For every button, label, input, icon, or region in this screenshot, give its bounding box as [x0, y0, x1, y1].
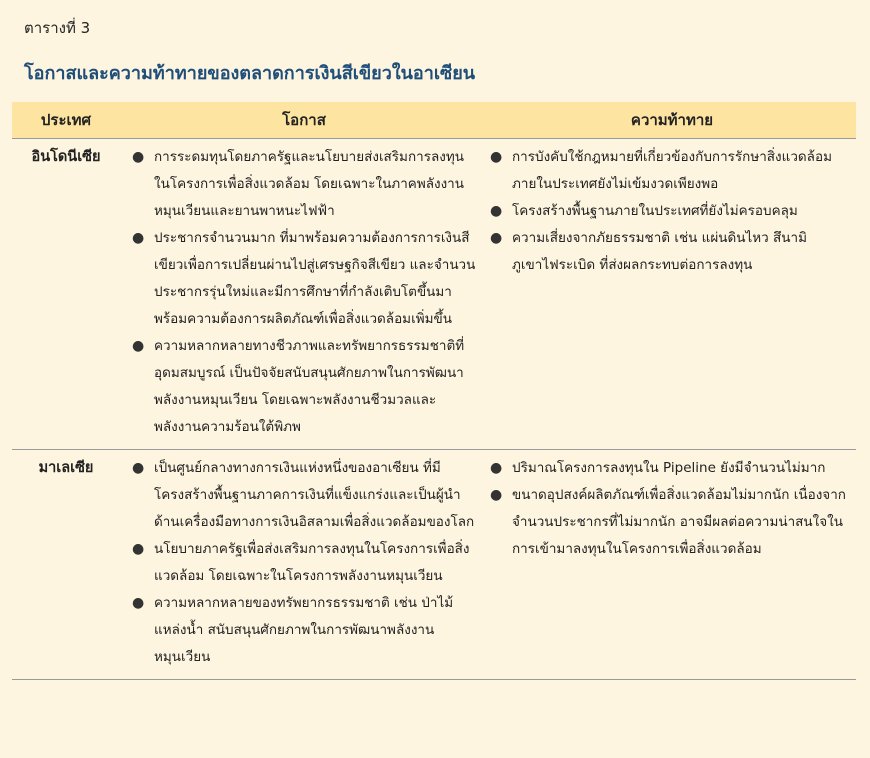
header-country: ประเทศ — [12, 102, 120, 139]
country-cell: มาเลเซีย — [12, 450, 120, 680]
list-item — [120, 536, 488, 590]
list-item — [120, 144, 488, 225]
table-row — [12, 139, 856, 450]
bullet-icon: ● — [132, 149, 145, 165]
table-title: โอกาสและความท้าทายของตลาดการเงินสีเขียวในอาเซียน — [24, 63, 476, 84]
list-item-text: นโยบายภาครัฐเพื่อส่งเสริมการลงทุนในโครงการเพื่อสิ่งแวดล้อม โดยเฉพาะในโครงการพลังงานหมุนเวียน — [154, 541, 470, 584]
list-item — [488, 482, 856, 563]
bullet-icon: ● — [490, 460, 503, 476]
table-label: ตารางที่ 3 — [24, 19, 91, 37]
challenges-list — [488, 455, 856, 563]
table-body — [12, 139, 856, 680]
list-item — [488, 455, 856, 482]
list-item-text: ความหลากหลายของทรัพยากรธรรมชาติ เช่น ป่าไม้ แหล่งน้ำ สนับสนุนศักยภาพในการพัฒนาพลังงานหมุนเวียน — [154, 595, 454, 665]
data-table — [12, 102, 856, 680]
list-item — [488, 225, 856, 279]
list-item-text: โครงสร้างพื้นฐานภายในประเทศที่ยังไม่ครอบคลุม — [512, 203, 798, 219]
bullet-icon: ● — [490, 230, 503, 246]
bullet-icon: ● — [132, 460, 145, 476]
list-item-text: การบังคับใช้กฎหมายที่เกี่ยวข้องกับการรักษาสิ่งแวดล้อมภายในประเทศยังไม่เข้มงวดเพียงพอ — [512, 149, 832, 192]
bullet-icon: ● — [132, 338, 145, 354]
opportunities-list — [120, 455, 488, 671]
list-item — [120, 590, 488, 671]
opportunities-challenges-table — [12, 102, 856, 680]
country-cell: อินโดนีเซีย — [12, 139, 120, 450]
list-item-text: การระดมทุนโดยภาครัฐและนโยบายส่งเสริมการลงทุนในโครงการเพื่อสิ่งแวดล้อม โดยเฉพาะในภาคพลังงานหมุนเวียนและยานพาหนะไฟฟ้า — [154, 149, 464, 219]
opportunities-cell — [120, 450, 488, 680]
list-item — [120, 225, 488, 333]
list-item-text: ความเสี่ยงจากภัยธรรมชาติ เช่น แผ่นดินไหว สึนามิ ภูเขาไฟระเบิด ที่ส่งผลกระทบต่อการลงทุน — [512, 230, 808, 273]
challenges-cell — [488, 450, 856, 680]
header-challenges: ความท้าทาย — [488, 102, 856, 139]
list-item-text: เป็นศูนย์กลางทางการเงินแห่งหนึ่งของอาเซียน ที่มีโครงสร้างพื้นฐานภาคการเงินที่แข็งแกร่งและเป็นผู้นำด้านเครื่องมือทางการเงินอิสลามเพื่อสิ่งแวดล้อมของโลก — [154, 460, 475, 530]
list-item-text: ปริมาณโครงการลงทุนใน Pipeline ยังมีจำนวนไม่มาก — [512, 460, 826, 476]
header-opportunities: โอกาส — [120, 102, 488, 139]
table-header — [12, 102, 856, 139]
list-item-text: ความหลากหลายทางชีวภาพและทรัพยากรธรรมชาติที่อุดมสมบูรณ์ เป็นปัจจัยสนับสนุนศักยภาพในการพัฒนาพลังงานหมุนเวียน โดยเฉพาะพลังงานชีวมวลและพลังงานความร้อนใต้พิภพ — [154, 338, 465, 435]
header-row — [12, 102, 856, 139]
list-item — [488, 198, 856, 225]
table-row — [12, 450, 856, 680]
list-item — [120, 455, 488, 536]
bullet-icon: ● — [490, 487, 503, 503]
bullet-icon: ● — [490, 203, 503, 219]
list-item-text: ประชากรจำนวนมาก ที่มาพร้อมความต้องการการเงินสีเขียวเพื่อการเปลี่ยนผ่านไปสู่เศรษฐกิจสีเขียว และจำนวนประชากรรุ่นใหม่และมีการศึกษาที่กำลังเติบโตขึ้นมาพร้อมความต้องการผลิตภัณฑ์เพื่อสิ่งแวดล้อมเพิ่มขึ้น — [154, 230, 476, 327]
opportunities-list — [120, 144, 488, 441]
challenges-cell — [488, 139, 856, 450]
bullet-icon: ● — [490, 149, 503, 165]
challenges-list — [488, 144, 856, 279]
bullet-icon: ● — [132, 595, 145, 611]
bullet-icon: ● — [132, 230, 145, 246]
list-item — [488, 144, 856, 198]
list-item — [120, 333, 488, 441]
list-item-text: ขนาดอุปสงค์ผลิตภัณฑ์เพื่อสิ่งแวดล้อมไม่มากนัก เนื่องจากจำนวนประชากรที่ไม่มากนัก อาจมีผลต่อความน่าสนใจในการเข้ามาลงทุนในโครงการเพื่อสิ่งแวดล้อม — [512, 487, 846, 557]
bullet-icon: ● — [132, 541, 145, 557]
opportunities-cell — [120, 139, 488, 450]
